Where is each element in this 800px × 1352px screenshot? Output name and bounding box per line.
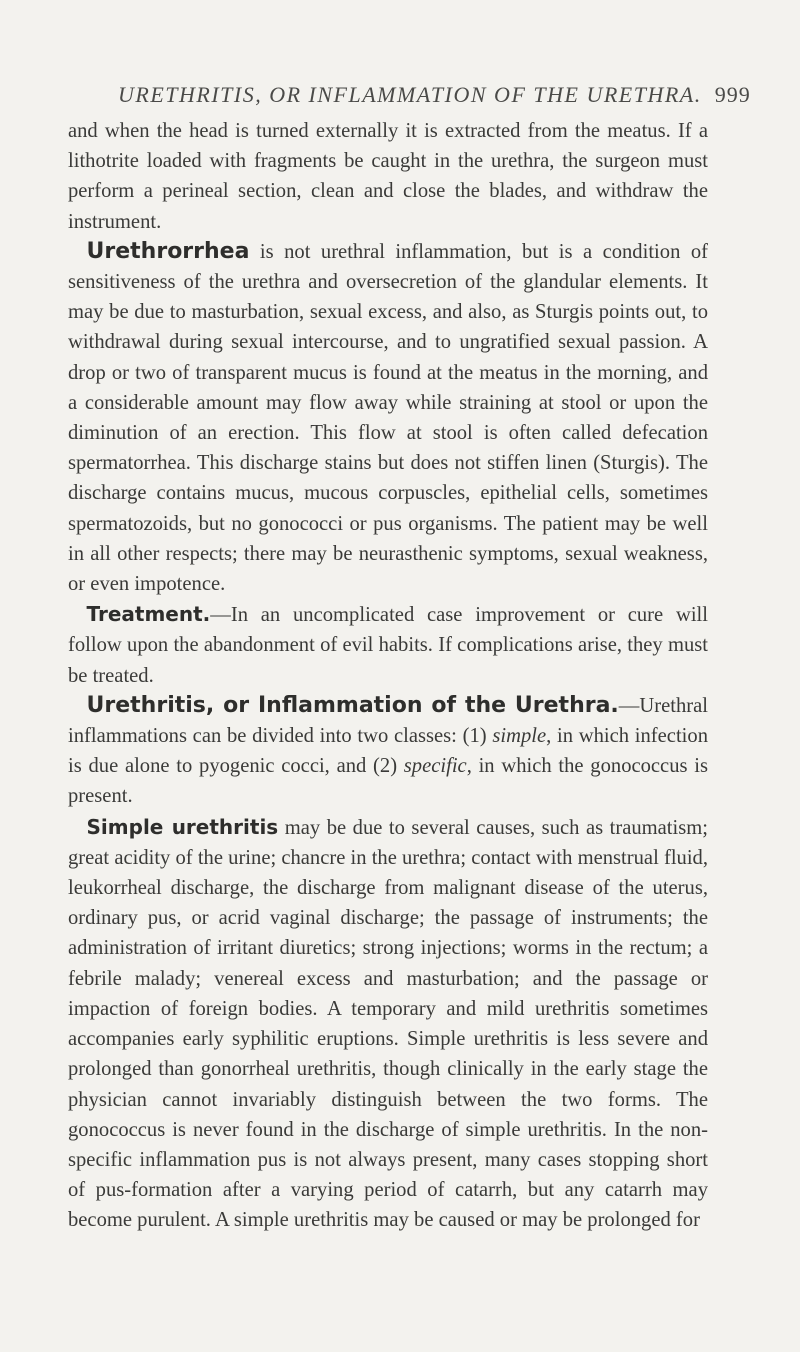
paragraph-text: —In an uncomplicated case improvement or cure will follow upon the abandonment of evil habits. If complications arise, they must be treated. [68, 604, 708, 687]
paragraph-text: , in which the gonococcus is present. [68, 755, 708, 808]
paragraph-urethrorrhea [68, 237, 708, 599]
paragraph-urethritis [68, 691, 708, 812]
paragraph-treatment [68, 599, 708, 691]
body-text [68, 116, 708, 1236]
page-number: 999 [714, 82, 751, 107]
emphasis-specific: specific [403, 755, 467, 778]
section-heading-simple-urethritis: Simple urethritis [86, 814, 279, 839]
paragraph-text: is not urethral inflammation, but is a condition of sensitiveness of the urethra and oversecretion of the glandular elements. It may be due to masturbation, sexual excess, and also, as Sturgis points out, to withdrawal during sexual intercourse, and to ungratified sexual passion. A drop or two of transparent mucus is found at the meatus in the morning, and a considerable amount may flow away while straining at stool or upon the diminution of an erection. This flow at stool is often called defecation spermatorrhea. This discharge stains but does not stiffen linen (Sturgis). The discharge contains mucus, mucous corpuscles, epithelial cells, sometimes spermatozoids, but no gonococci or pus organisms. The patient may be well in all other respects; there may be neurasthenic symptoms, sexual weakness, or even impotence. [68, 240, 708, 596]
paragraph-text: , in which infection is due alone to pyogenic cocci, and (2) [68, 725, 708, 778]
paragraph-text: —Urethral inflammations can be divided into two classes: (1) [68, 694, 708, 748]
paragraph-continuation [68, 116, 708, 237]
section-heading-urethrorrhea: Urethrorrhea [86, 238, 250, 264]
paragraph-simple-urethritis [68, 812, 708, 1236]
paragraph-text: and when the head is turned externally it is extracted from the meatus. If a lithotrite loaded with fragments be caught in the urethra, the surgeon must perform a perineal section, clean and close the blades, and withdraw the instrument. [68, 120, 708, 233]
section-heading-urethritis: Urethritis, or Inflammation of the Urethra. [86, 692, 619, 718]
running-head [118, 82, 751, 108]
emphasis-simple: simple [492, 725, 547, 748]
paragraph-text: may be due to several causes, such as traumatism; great acidity of the urine; chancre in the urethra; contact with menstrual fluid, leukorrheal discharge, the discharge from malignant disease of the uterus, ordinary pus, or acrid vaginal discharge; the passage of instruments; the administration of irritant diuretics; strong injections; worms in the rectum; a febrile malady; venereal excess and masturbation; and the passage or impaction of foreign bodies. A temporary and mild urethritis sometimes accompanies early syphilitic eruptions. Simple urethritis is less severe and prolonged than gonorrheal urethritis, though clinically in the early stage the physician cannot invariably distinguish between the two forms. The gonococcus is never found in the discharge of simple urethritis. In the non-specific inflammation pus is not always present, many cases stopping short of pus-formation after a varying period of catarrh, but any catarrh may become purulent. A simple urethritis may be caused or may be prolonged for [68, 816, 708, 1232]
section-heading-treatment: Treatment. [86, 602, 211, 627]
running-head-title: URETHRITIS, OR INFLAMMATION OF THE URETHRA. [118, 82, 702, 107]
